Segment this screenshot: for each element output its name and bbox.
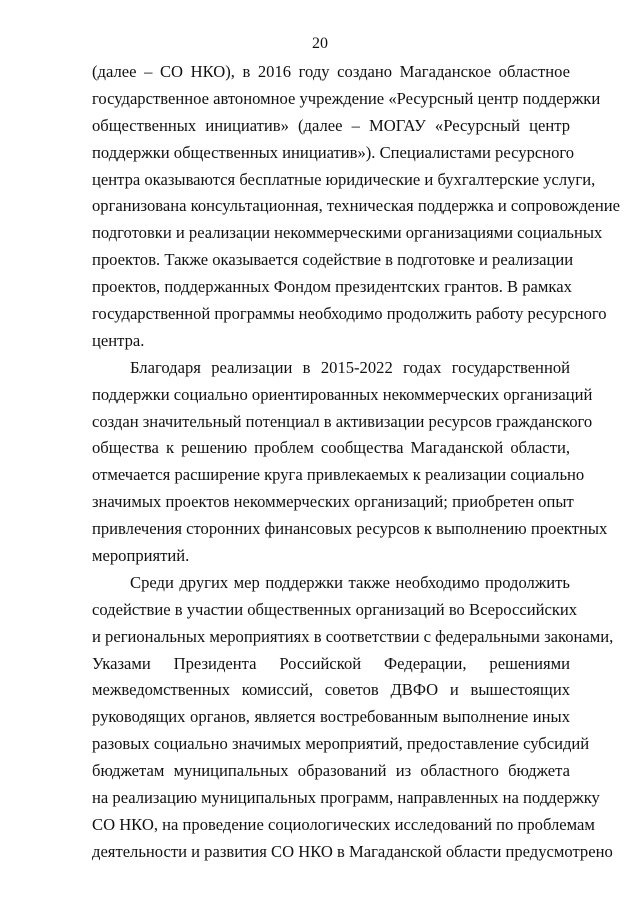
- text-line: и региональных мероприятиях в соответствии с федеральными законами,: [92, 626, 614, 646]
- text-line: на реализацию муниципальных программ, направленных на поддержку: [92, 788, 600, 808]
- text-line: поддержки социально ориентированных некоммерческих организаций: [92, 384, 593, 404]
- text-line: Благодаря реализации в 2015-2022 годах государственной: [130, 357, 570, 377]
- text-line: центра оказываются бесплатные юридические и бухгалтерские услуги,: [92, 169, 596, 189]
- text-line: организована консультационная, техническая поддержка и сопровождение: [92, 196, 621, 216]
- text-line: мероприятий.: [92, 546, 190, 566]
- text-line: СО НКО, на проведение социологических исследований по проблемам: [92, 814, 595, 834]
- text-line: бюджетам муниципальных образований из областного бюджета: [92, 761, 570, 781]
- text-line: государственное автономное учреждение «Ресурсный центр поддержки: [92, 88, 601, 108]
- text-line: создан значительный потенциал в активизации ресурсов гражданского: [92, 411, 593, 431]
- paragraph-1: [92, 59, 621, 355]
- text-line: поддержки общественных инициатив»). Специалистами ресурсного: [92, 142, 575, 162]
- text-line: центра.: [92, 330, 145, 350]
- paragraph-3: [92, 570, 614, 866]
- text-line: государственной программы необходимо продолжить работу ресурсного: [92, 304, 607, 324]
- text-line: общества к решению проблем сообщества Магаданской области,: [92, 438, 570, 458]
- text-line: межведомственных комиссий, советов ДВФО и вышестоящих: [92, 680, 570, 700]
- page-number: 20: [312, 35, 328, 52]
- text-line: Указами Президента Российской Федерации, решениями: [92, 653, 570, 673]
- text-line: отмечается расширение круга привлекаемых к реализации социально: [92, 465, 585, 485]
- text-line: деятельности и развития СО НКО в Магаданской области предусмотрено: [92, 841, 613, 861]
- text-line: руководящих органов, является востребованным выполнение иных: [92, 707, 570, 727]
- text-line: значимых проектов некоммерческих организаций; приобретен опыт: [92, 492, 574, 512]
- paragraph-2: [92, 355, 608, 570]
- text-line: привлечения сторонних финансовых ресурсов к выполнению проектных: [92, 519, 608, 539]
- text-line: разовых социально значимых мероприятий, предоставление субсидий: [92, 734, 590, 754]
- text-line: (далее – СО НКО), в 2016 году создано Магаданское областное: [92, 62, 570, 81]
- body-text: [92, 59, 621, 866]
- text-line: подготовки и реализации некоммерческими организациями социальных: [92, 223, 603, 243]
- text-line: общественных инициатив» (далее – МОГАУ «Ресурсный центр: [92, 115, 570, 135]
- text-line: содействие в участии общественных организаций во Всероссийских: [92, 599, 578, 619]
- text-line: проектов. Также оказывается содействие в подготовке и реализации: [92, 250, 574, 270]
- text-line: проектов, поддержанных Фондом президентских грантов. В рамках: [92, 277, 572, 297]
- text-line: Среди других мер поддержки также необходимо продолжить: [130, 572, 570, 592]
